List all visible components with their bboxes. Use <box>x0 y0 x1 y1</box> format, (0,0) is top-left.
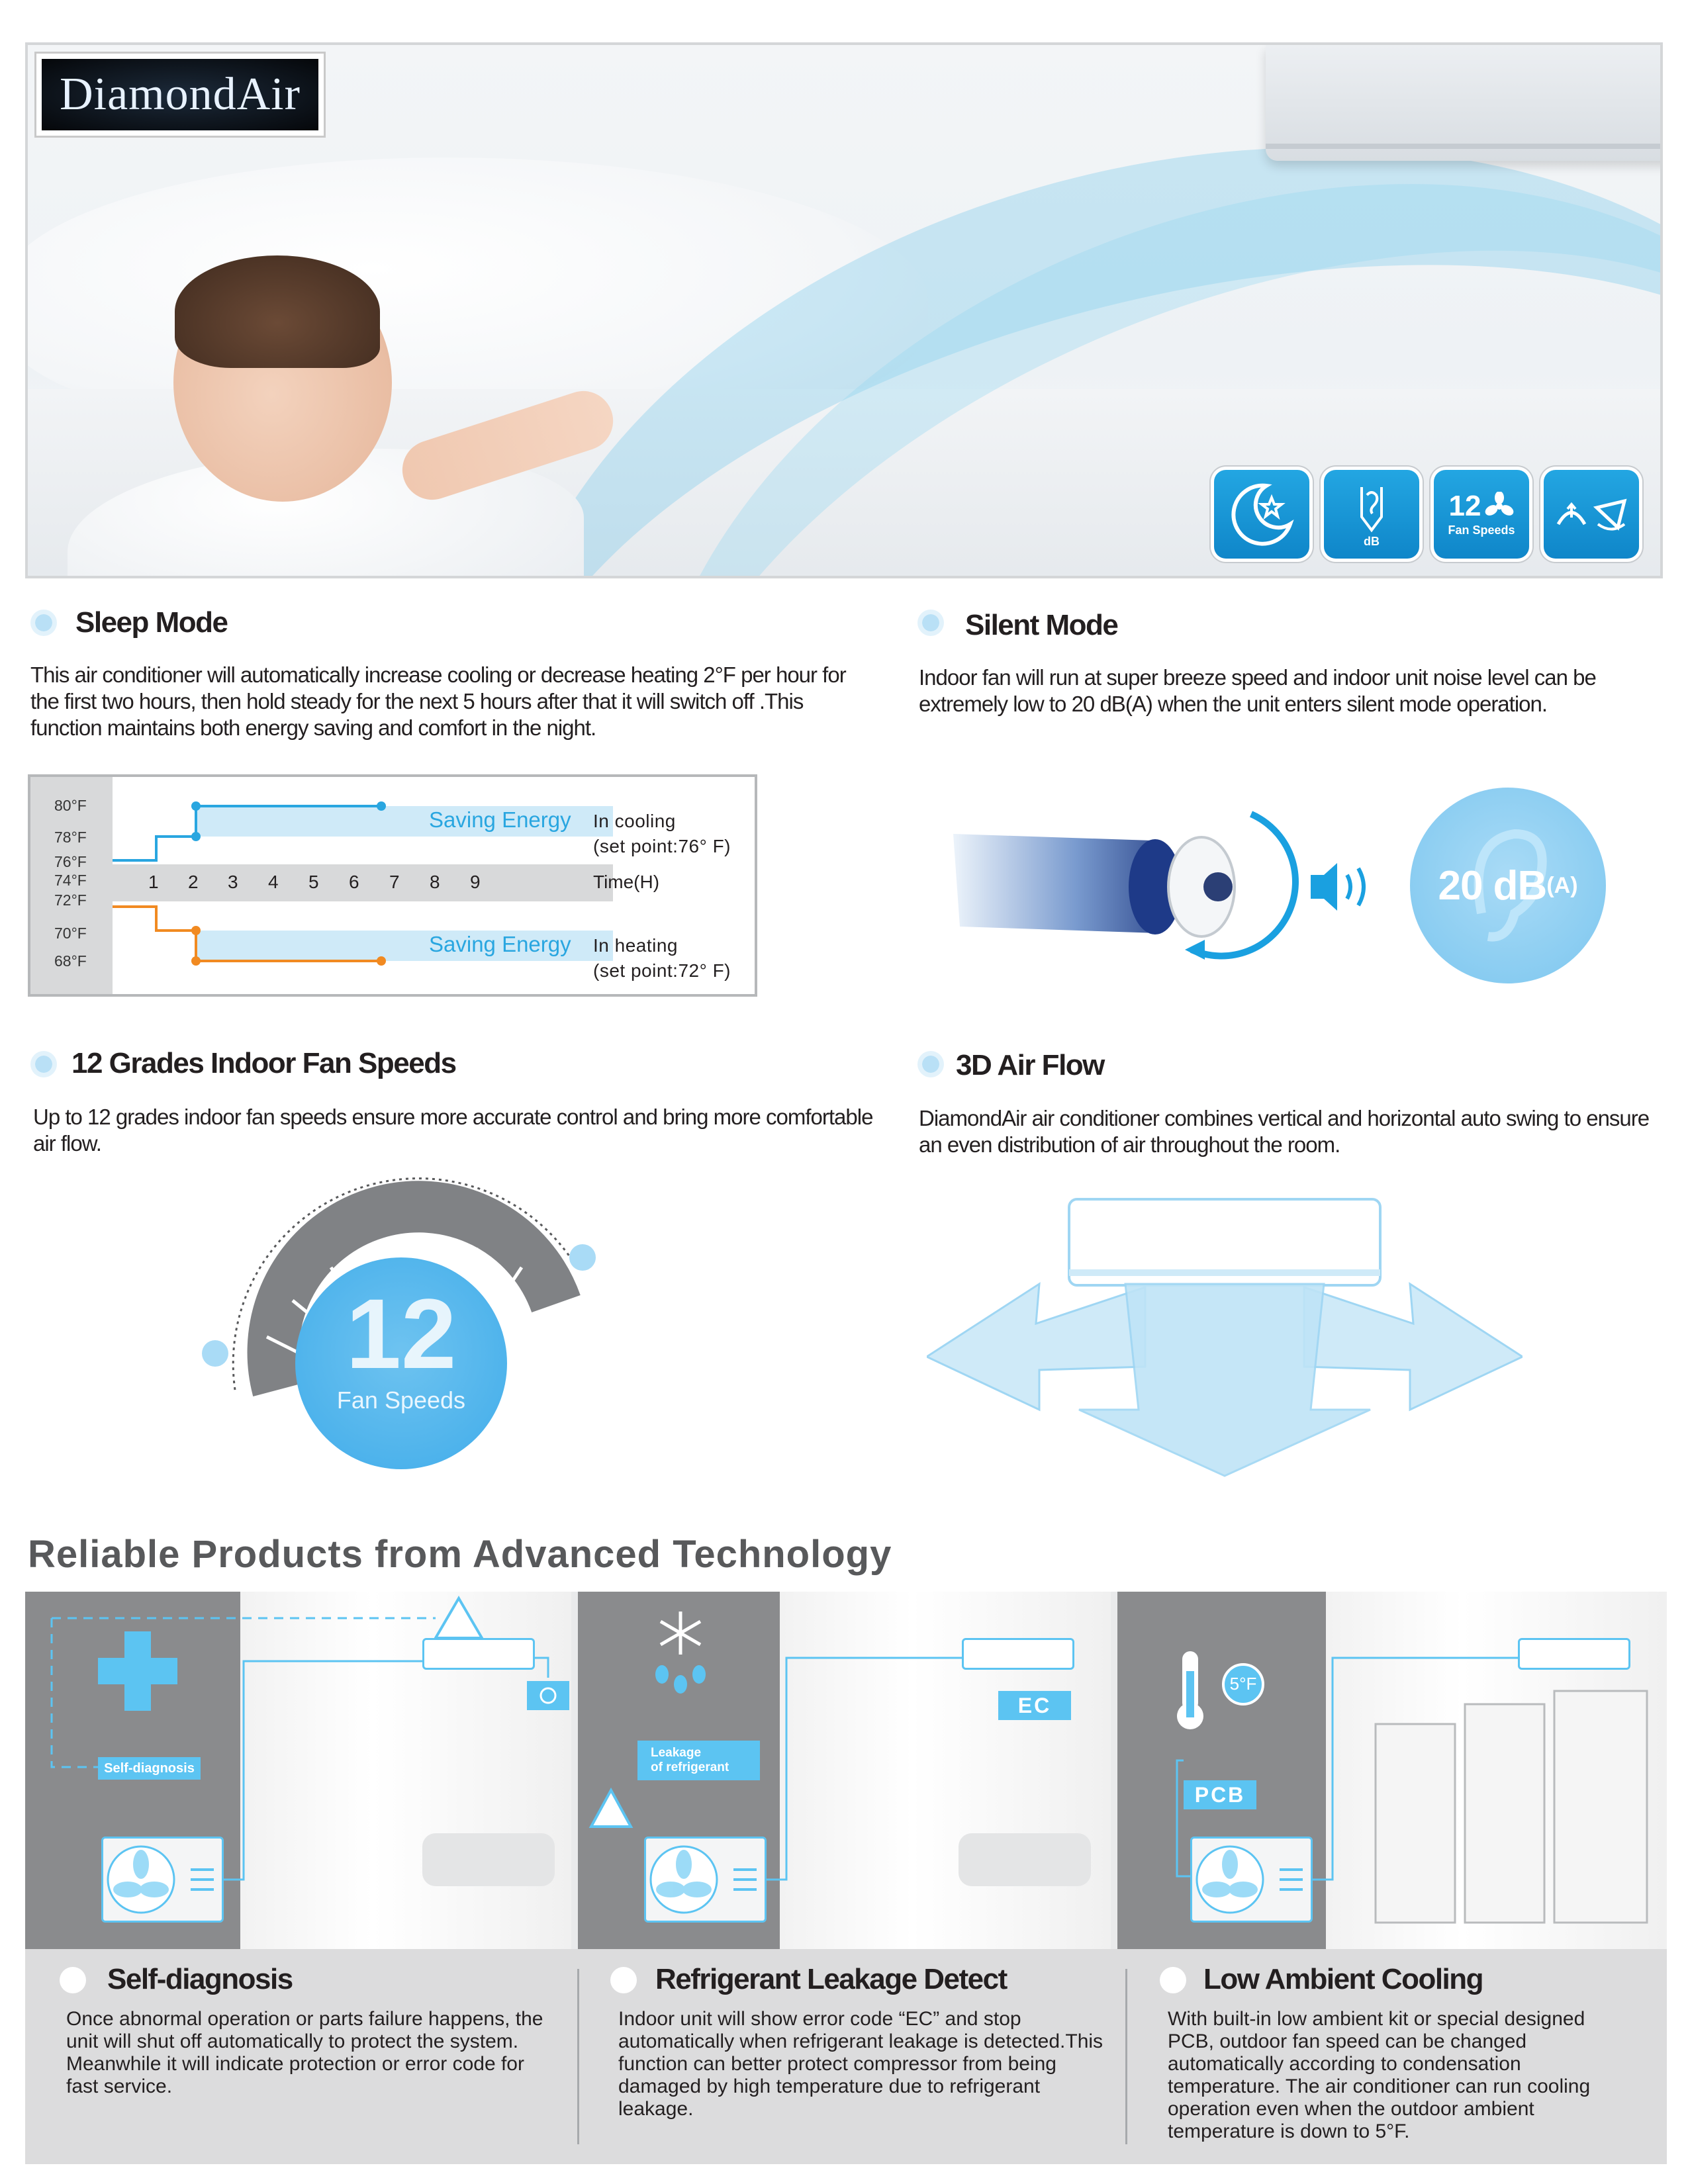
temp-label: 5°F <box>1229 1674 1257 1694</box>
reliable-illustration <box>25 1592 1667 1949</box>
lowambient-title: Low Ambient Cooling <box>1203 1963 1483 1995</box>
x-tick: 7 <box>389 872 400 892</box>
selfdiag-bullet <box>60 1967 86 1993</box>
y-tick: 68°F <box>54 952 87 970</box>
leak-bullet <box>610 1967 637 1993</box>
sleep-chart <box>28 774 757 997</box>
reliable-title: Reliable Products from Advanced Technology <box>28 1533 892 1576</box>
airflow-bullet <box>917 1051 944 1077</box>
y-tick: 74°F <box>54 872 87 889</box>
heating-note-line1: In heating <box>593 935 678 956</box>
x-tick: 1 <box>148 872 159 892</box>
ec-error-code: EC <box>998 1691 1071 1720</box>
x-axis-label: Time(H) <box>593 872 660 892</box>
self-diagnosis-label: Self-diagnosis <box>98 1757 201 1780</box>
heating-point <box>191 926 201 935</box>
silent-bullet <box>917 610 944 636</box>
x-tick: 3 <box>228 872 238 892</box>
noise-level-circle <box>1410 788 1606 983</box>
sleep-badge <box>1214 470 1309 559</box>
fanspeed-body: Up to 12 grades indoor fan speeds ensure more accurate control and bring more comfortable air flow. <box>33 1105 873 1156</box>
lowambient-body: With built-in low ambient kit or special designed PCB, outdoor fan speed can be changed automatically according to condensation temperature. The air conditioner can run cooling operation even when the outdoor ambient temperature is down to 5°F. <box>1168 2008 1591 2142</box>
fan-icon <box>1485 492 1514 521</box>
heating-line <box>113 907 381 961</box>
heating-point <box>377 956 386 966</box>
fan-speed-number: 12 <box>1448 489 1481 522</box>
fan-speed-badge <box>1434 470 1529 559</box>
silent-body: Indoor fan will run at super breeze speed and indoor unit noise level can be extremely low to 20 dB(A) when the unit enters silent mode operation. <box>919 665 1596 716</box>
sleep-body: This air conditioner will automatically increase cooling or decrease heating 2°F per hour for the first two hours, then hold steady for the next 5 hours after that it will switch off .This function maintains both energy saving and comfort in the night. <box>30 662 846 740</box>
baby-hair-image <box>175 255 380 368</box>
ear-db-icon <box>1335 480 1408 540</box>
airflow-swing-icon <box>1552 488 1631 541</box>
column-divider <box>577 1969 579 2144</box>
lowambient-bullet <box>1160 1967 1186 1993</box>
pcb-label: PCB <box>1184 1780 1256 1809</box>
silent-badge <box>1324 470 1419 559</box>
blower-fan-image <box>940 794 1403 979</box>
cooling-line <box>113 806 381 860</box>
db-label: dB <box>1364 534 1380 548</box>
x-tick: 4 <box>268 872 279 892</box>
heating-band-label: Saving Energy <box>429 932 571 956</box>
logo-text: DiamondAir <box>60 69 301 120</box>
sleep-bullet <box>30 610 57 636</box>
cooling-point <box>191 801 201 811</box>
db-unit: (A) <box>1546 872 1578 898</box>
leak-title: Refrigerant Leakage Detect <box>655 1963 1007 1995</box>
3d-airflow-image <box>927 1191 1523 1482</box>
air-conditioner-unit-image <box>1266 45 1663 161</box>
fan-speed-count: 12 <box>346 1278 457 1389</box>
cooling-point <box>377 801 386 811</box>
x-tick: 2 <box>188 872 199 892</box>
leakage-label-line2: of refrigerant <box>651 1760 729 1774</box>
db-value: 20 dB <box>1438 862 1547 909</box>
x-tick: 9 <box>470 872 481 892</box>
sleep-title: Sleep Mode <box>75 606 228 639</box>
y-tick: 80°F <box>54 797 87 814</box>
silent-title: Silent Mode <box>965 609 1118 641</box>
chart-lines <box>30 777 759 995</box>
y-tick: 78°F <box>54 829 87 846</box>
cooling-note-line1: In cooling <box>593 811 676 831</box>
brand-logo <box>34 52 326 138</box>
y-tick: 72°F <box>54 891 87 909</box>
cooling-point <box>191 832 201 841</box>
airflow-badge <box>1544 470 1639 559</box>
leakage-label <box>637 1741 760 1780</box>
leakage-label-line1: Leakage <box>651 1746 702 1760</box>
fan-speed-label: Fan Speeds <box>1448 523 1515 537</box>
x-tick: 6 <box>349 872 359 892</box>
moon-star-icon <box>1225 478 1298 551</box>
x-tick: 8 <box>430 872 440 892</box>
fanspeed-title: 12 Grades Indoor Fan Speeds <box>71 1047 456 1079</box>
fan-speed-circle <box>295 1257 507 1469</box>
airflow-body: DiamondAir air conditioner combines vertical and horizontal auto swing to ensure an even distribution of air throughout the room. <box>919 1106 1650 1157</box>
cooling-note-line2: (set point:76° F) <box>593 836 731 856</box>
heating-note-line2: (set point:72° F) <box>593 960 731 981</box>
airflow-title: 3D Air Flow <box>956 1049 1104 1081</box>
selfdiag-title: Self-diagnosis <box>107 1963 293 1995</box>
leak-body: Indoor unit will show error code “EC” and stop automatically when refrigerant leakage is detected.This function can better protect compressor from being damaged by high temperature due to refrigerant leakage. <box>618 2008 1103 2120</box>
fanspeed-bullet <box>30 1051 57 1077</box>
column-divider <box>1125 1969 1127 2144</box>
cooling-band-label: Saving Energy <box>429 807 571 832</box>
y-tick: 70°F <box>54 925 87 942</box>
x-tick: 5 <box>308 872 319 892</box>
heating-point <box>191 956 201 966</box>
fan-speed-caption: Fan Speeds <box>336 1387 466 1414</box>
y-tick: 76°F <box>54 853 87 870</box>
selfdiag-body: Once abnormal operation or parts failure happens, the unit will shut off automatically to protect the system. Meanwhile it will indicate protection or error code for fast service. <box>66 2008 543 2097</box>
reliable-line-art <box>25 1592 1667 1949</box>
